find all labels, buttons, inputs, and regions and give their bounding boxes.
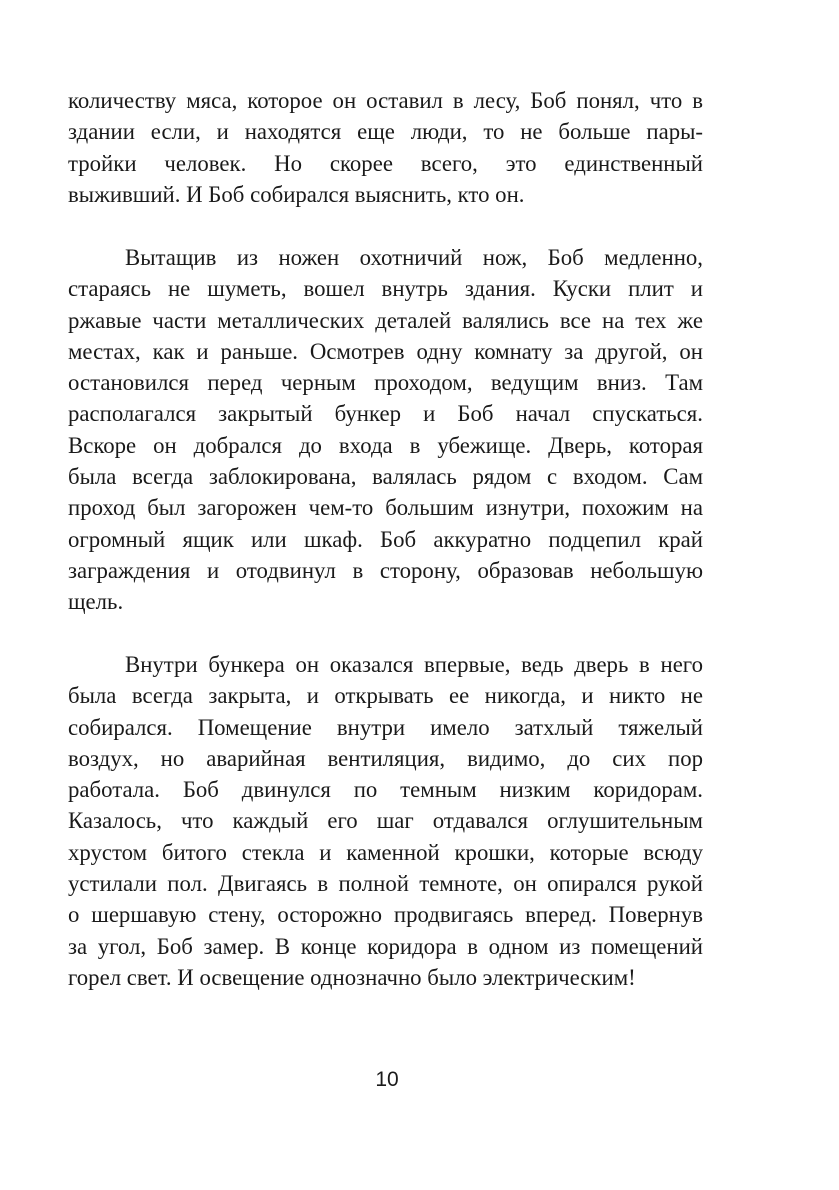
text-line: тройки человек. Но скорее всего, это единственный [68,150,703,176]
page-number: 10 [375,1068,399,1091]
text-line: воздух, но аварийная вентиляция, видимо, до сих пор [68,745,703,771]
text-line: проход был загорожен чем-то большим изнутри, похожим на [68,495,703,521]
text-line: устилали пол. Двигаясь в полной темноте, он опирался рукой [68,871,703,897]
text-line: Вытащив из ножен охотничий нож, Боб медленно, [125,245,703,270]
paragraph-1 [68,85,703,210]
text-line: Внутри бункера он оказался впервые, ведь дверь в него [125,652,703,677]
text-line: была всегда закрыта, и открывать ее никогда, и никто не [68,683,703,709]
text-line: о шершавую стену, осторожно продвигаясь вперед. Повернув [68,902,703,928]
text-line: выживший. И Боб собирался выяснить, кто он. [68,181,525,207]
text-line: за угол, Боб замер. В конце коридора в одном из помещений [68,933,703,959]
text-line: остановился перед черным проходом, ведущим вниз. Там [68,370,703,396]
paragraph-3 [68,649,703,993]
text-line: собирался. Помещение внутри имело затхлый тяжелый [68,714,703,740]
paragraph-2 [68,242,703,618]
text-line: заграждения и отодвинул в сторону, образовав небольшую [68,557,703,583]
text-line: стараясь не шуметь, вошел внутрь здания. Куски плит и [68,276,703,302]
text-line: ржавые части металлических деталей валялись все на тех же [68,307,703,333]
text-line: количеству мяса, которое он оставил в лесу, Боб понял, что в [68,88,703,113]
text-line: горел свет. И освещение однозначно было электрическим! [68,964,636,990]
text-line: Казалось, что каждый его шаг отдавался оглушительным [68,808,703,834]
text-line: работала. Боб двинулся по темным низким коридорам. [68,777,703,803]
text-line: хрустом битого стекла и каменной крошки, которые всюду [68,839,703,865]
text-line: была всегда заблокирована, валялась рядом с входом. Сам [68,464,703,490]
text-line: здании если, и находятся еще люди, то не больше пары- [68,119,703,145]
text-line: располагался закрытый бункер и Боб начал спускаться. [68,401,703,427]
text-line: щель. [68,589,124,615]
text-line: огромный ящик или шкаф. Боб аккуратно подцепил край [68,526,703,552]
text-line: местах, как и раньше. Осмотрев одну комнату за другой, он [68,338,703,364]
text-line: Вскоре он добрался до входа в убежище. Дверь, которая [68,432,703,458]
